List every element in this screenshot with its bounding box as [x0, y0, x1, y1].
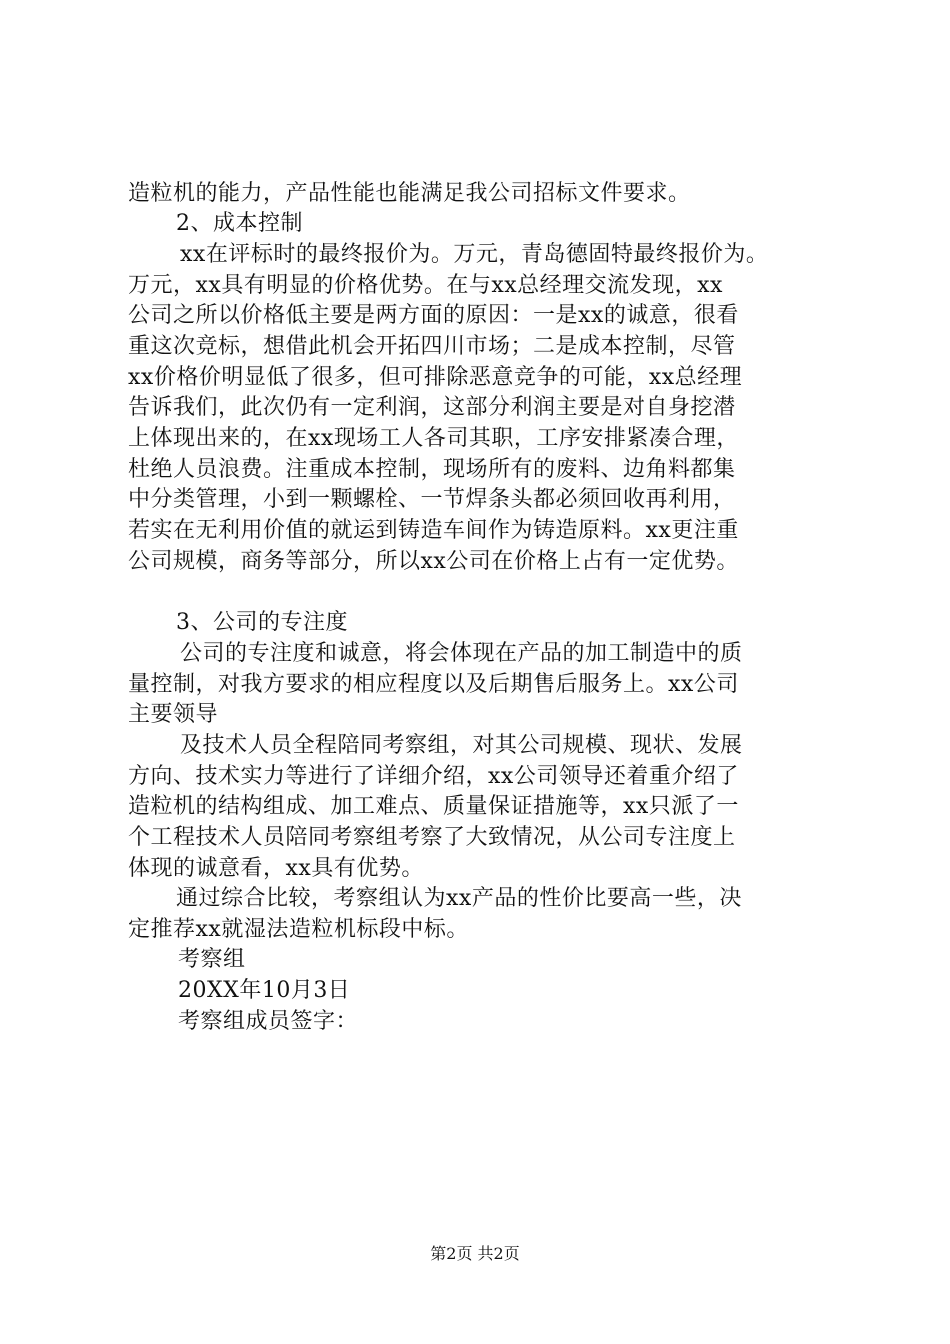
body-line-22: 体现的诚意看，xx具有优势。: [128, 856, 424, 881]
section-heading-focus: 3、公司的专注度: [176, 610, 348, 635]
body-line-24: 定推荐xx就湿法造粒机标段中标。: [128, 917, 469, 942]
signature-date: 20XX年10月3日: [178, 978, 351, 1003]
body-line-18: 及技术人员全程陪同考察组，对其公司规模、现状、发展: [180, 733, 743, 758]
signature-members: 考察组成员签字：: [178, 1009, 359, 1034]
body-line-15: 公司的专注度和诚意，将会体现在产品的加工制造中的质: [180, 641, 743, 666]
body-line-5: 公司之所以价格低主要是两方面的原因：一是xx的诚意，很看: [128, 303, 739, 328]
body-line-7: xx价格价明显低了很多，但可排除恶意竞争的可能，xx总经理: [128, 365, 743, 390]
body-line-6: 重这次竞标，想借此机会开拓四川市场；二是成本控制，尽管: [128, 334, 736, 359]
body-line-19: 方向、技术实力等进行了详细介绍，xx公司领导还着重介绍了: [128, 764, 739, 789]
body-line-20: 造粒机的结构组成、加工难点、质量保证措施等，xx只派了一: [128, 794, 739, 819]
body-line-23: 通过综合比较，考察组认为xx产品的性价比要高一些，决: [176, 886, 742, 911]
body-line-12: 若实在无利用价值的就运到铸造车间作为铸造原料。xx更注重: [128, 518, 739, 543]
body-line-4: 万元，xx具有明显的价格优势。在与xx总经理交流发现，xx: [128, 273, 723, 298]
body-line-17: 主要领导: [128, 702, 219, 727]
body-line-10: 杜绝人员浪费。注重成本控制，现场所有的废料、边角料都集: [128, 457, 736, 482]
body-line-1: 造粒机的能力，产品性能也能满足我公司招标文件要求。: [128, 181, 691, 206]
body-line-16: 量控制，对我方要求的相应程度以及后期售后服务上。xx公司: [128, 672, 739, 697]
body-line-21: 个工程技术人员陪同考察组考察了大致情况，从公司专注度上: [128, 825, 736, 850]
body-line-13: 公司规模，商务等部分，所以xx公司在价格上占有一定优势。: [128, 549, 739, 574]
page-number: 第2页 共2页: [430, 1244, 520, 1263]
body-line-11: 中分类管理，小到一颗螺栓、一节焊条头都必须回收再利用，: [128, 487, 736, 512]
body-line-9: 上体现出来的，在xx现场工人各司其职，工序安排紧凑合理，: [128, 426, 739, 451]
body-line-8: 告诉我们，此次仍有一定利润，这部分利润主要是对自身挖潜: [128, 395, 736, 420]
section-heading-cost-control: 2、成本控制: [176, 211, 303, 236]
body-line-3: xx在评标时的最终报价为。万元，青岛德固特最终报价为。: [180, 242, 769, 267]
signature-group: 考察组: [178, 947, 246, 972]
